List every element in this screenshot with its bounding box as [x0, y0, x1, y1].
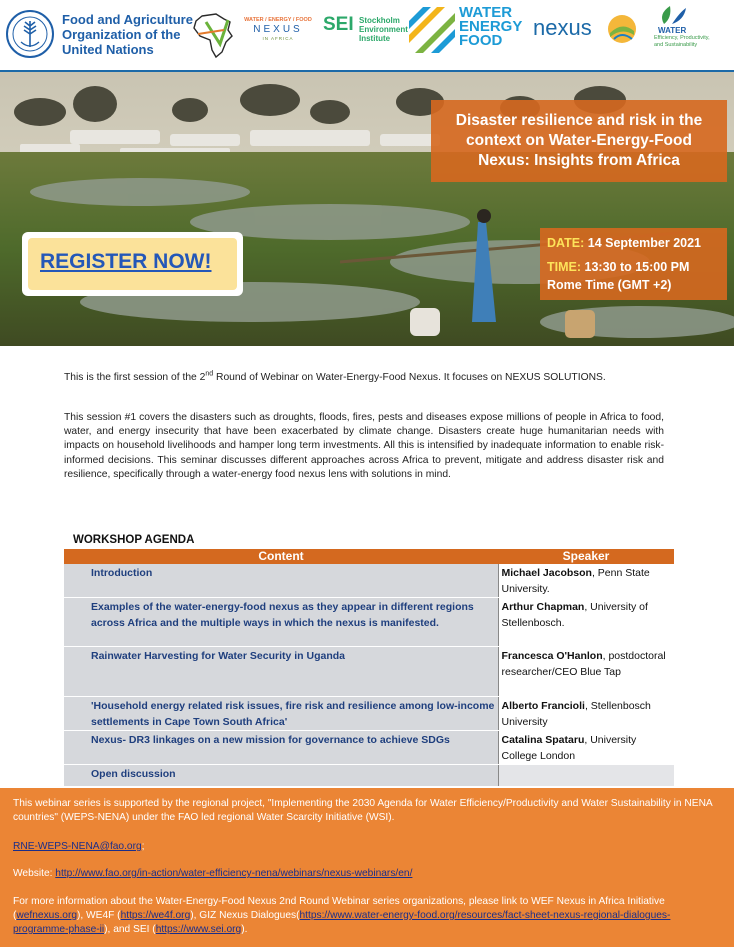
agenda-row	[64, 697, 674, 731]
hero-banner	[0, 72, 734, 346]
more-info	[13, 895, 725, 937]
agenda-table	[64, 549, 674, 787]
weps-subtitle: Efficiency, Productivity, and Sustainability	[654, 35, 710, 48]
session-description: This session #1 covers the disasters such as droughts, floods, fires, pests and diseases expose millions of people in Africa to food, water, and energy insecurity that have been exacerbated by climate change. Disasters create huge humanitarian needs with impacts on household livelihoods and hamper long term investments. All this is intensified by inadequate information to enable risk-informed decisions. This seminar discusses different approaches across Africa to prevent, mitigate and address disaster risk and resilience, specifically through a water-energy food nexus lens with solutions in mind.	[64, 412, 664, 480]
sei-mark: SEI	[323, 14, 354, 35]
agenda-topic: 'Household energy related risk issues, fire risk and resilience among low-income settlements in Cape Town South Africa'	[64, 697, 498, 731]
agenda-speaker-cell	[498, 765, 674, 787]
speaker-affiliation: , Stellenbosch University	[501, 700, 651, 728]
col-content: Content	[64, 549, 498, 564]
weps-title: WATER	[658, 26, 687, 35]
weps-logo	[650, 4, 732, 48]
col-speaker: Speaker	[498, 549, 674, 564]
agenda-row	[64, 731, 674, 765]
speaker-affiliation: , University College London	[501, 734, 637, 762]
date-time-box	[540, 228, 727, 300]
sei-name: Stockholm Environment Institute	[359, 16, 408, 43]
nexus-globe-icon	[606, 13, 638, 45]
agenda-topic: Nexus- DR3 linkages on a new mission for governance to achieve SDGs	[64, 731, 498, 765]
speaker-affiliation: , Penn State University.	[501, 567, 650, 595]
email-line	[13, 840, 725, 854]
wefnexus-link[interactable]: wefnexus.org	[16, 910, 77, 921]
nexus-wordmark: nexus	[533, 15, 592, 40]
more-text-2: ), WE4F (	[77, 910, 121, 921]
speaker-affiliation: , University of Stellenbosch.	[501, 601, 648, 629]
agenda-speaker-cell	[498, 598, 674, 647]
register-panel	[22, 232, 243, 296]
website-link[interactable]: http://www.fao.org/in-action/water-efficiency-nena/webinars/nexus-webinars/en/	[55, 868, 413, 879]
contact-email-link[interactable]: RNE-WEPS-NENA@fao.org	[13, 841, 142, 852]
we4f-link[interactable]: https://we4f.org	[120, 910, 191, 921]
agenda-speaker-cell	[498, 731, 674, 765]
fao-name: Food and Agriculture Organization of the United Nations	[62, 12, 193, 57]
agenda-row	[64, 647, 674, 697]
more-text-1: For more information about the Water-Energy-Food Nexus 2nd Round Webinar series organizations, please link to WEF Nexus in Africa Initiative (	[13, 896, 665, 921]
speaker-name: Alberto Francioli	[501, 700, 585, 712]
africa-map-icon	[188, 10, 238, 60]
speaker-name: Arthur Chapman	[501, 601, 585, 613]
agenda-speaker-cell	[498, 647, 674, 697]
agenda-header-row	[64, 549, 674, 564]
register-now-link[interactable]: REGISTER NOW!	[40, 250, 212, 273]
giz-link[interactable]: https://www.water-energy-food.org/resources/fact-sheet-nexus-regional-dialogues-programme-phase-ii	[13, 910, 671, 935]
footer-panel	[0, 788, 734, 947]
sei-link[interactable]: https://www.sei.org	[155, 924, 242, 935]
intro-paragraph	[64, 371, 664, 385]
agenda-row	[64, 765, 674, 787]
agenda-row	[64, 564, 674, 598]
time-label: TIME:	[547, 260, 582, 274]
wef-diamond-icon	[409, 7, 455, 53]
intro-after: Round of Webinar on Water-Energy-Food Nexus. It focuses on NEXUS SOLUTIONS.	[213, 372, 606, 383]
more-text-5: ).	[241, 924, 248, 935]
wefn-mid: NEXUS	[253, 24, 303, 35]
agenda-topic: Rainwater Harvesting for Water Security in Uganda	[64, 647, 498, 697]
agenda-row	[64, 598, 674, 647]
speaker-affiliation: , postdoctoral researcher/CEO Blue Tap	[501, 650, 666, 678]
speaker-name: Francesca O'Hanlon	[501, 650, 603, 662]
event-title: Disaster resilience and risk in the context on Water-Energy-Food Nexus: Insights from Africa	[431, 100, 727, 182]
more-text-3: ), GIZ Nexus Dialogues(	[190, 910, 300, 921]
speaker-name: Michael Jacobson	[501, 567, 592, 579]
date-row	[547, 234, 727, 252]
agenda-heading: WORKSHOP AGENDA	[73, 534, 195, 546]
agenda-topic: Open discussion	[64, 765, 498, 787]
wefn-top: WATER / ENERGY / FOOD	[244, 17, 312, 23]
fao-emblem-icon	[6, 10, 54, 58]
wef-nexus-africa-logo	[243, 17, 313, 41]
timezone-row: Rome Time (GMT +2)	[547, 278, 672, 292]
register-highlight	[28, 238, 237, 290]
more-text-4: ), and SEI (	[104, 924, 156, 935]
intro-before: This is the first session of the 2	[64, 372, 206, 383]
water-drop-leaf-icon	[650, 4, 690, 26]
time-row	[547, 258, 727, 276]
logo-header	[0, 0, 734, 70]
time-value: 13:30 to 15:00 PM	[584, 260, 690, 274]
agenda-topic: Examples of the water-energy-food nexus as they appear in different regions across Africa and the multiple ways in which the nexus is manifested.	[64, 598, 498, 647]
email-suffix: ;	[141, 841, 145, 852]
website-label: Website:	[13, 868, 56, 879]
agenda-topic: Introduction	[64, 564, 498, 598]
support-text: This webinar series is supported by the regional project, "Implementing the 2030 Agenda for Water Efficiency/Productivity and Water Sustainability in NENA countries" (WEPS-NENA) under the FAO led regional Water Scarcity Initiative (WSI).	[13, 798, 713, 823]
date-label: DATE:	[547, 236, 585, 250]
wefn-bot: IN AFRICA	[262, 36, 294, 41]
wef-name: WATER ENERGY FOOD	[459, 4, 523, 49]
date-value: 14 September 2021	[587, 236, 702, 250]
agenda-speaker-cell	[498, 564, 674, 598]
agenda-speaker-cell	[498, 697, 674, 731]
speaker-name: Catalina Spataru	[501, 734, 585, 746]
intro-sup: nd	[205, 370, 214, 378]
website-line	[13, 867, 725, 881]
